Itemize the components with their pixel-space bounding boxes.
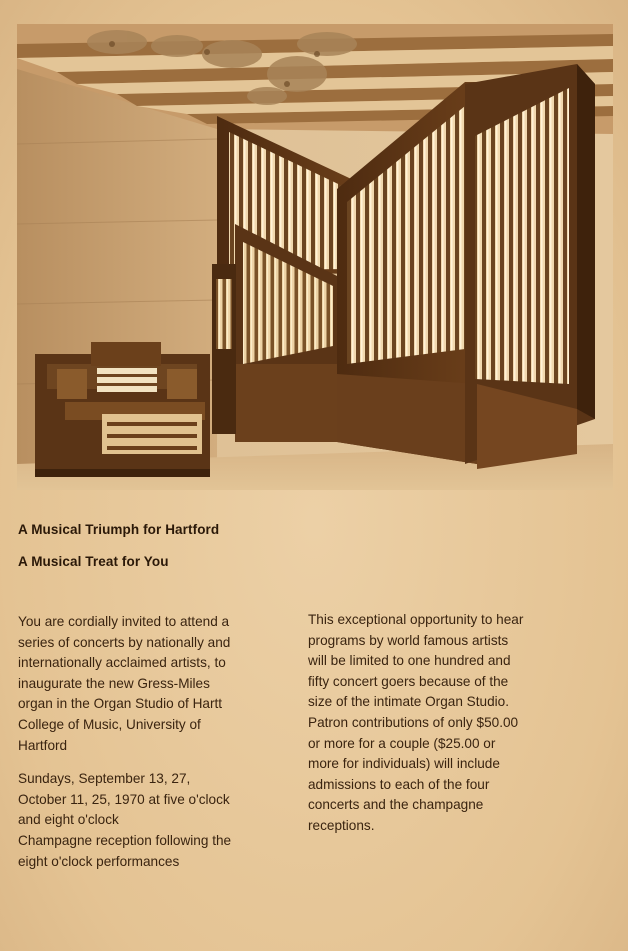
invitation-paragraph — [18, 612, 273, 756]
text-line: Champagne reception following the — [18, 832, 232, 848]
text-line: October 11, 25, 1970 at five o'clock — [18, 791, 230, 807]
text-line: internationally acclaimed artists, to — [18, 655, 226, 671]
text-line: admissions to each of the four — [308, 776, 490, 792]
text-line: size of the intimate Organ Studio. — [308, 694, 509, 710]
text-line: programs by world famous artists — [308, 632, 509, 648]
text-line: Sundays, September 13, 27, — [18, 771, 191, 787]
text-line: College of Music, University of — [18, 716, 201, 732]
text-line: will be limited to one hundred and — [308, 653, 511, 669]
text-line: concerts and the champagne — [308, 797, 484, 813]
text-line: Patron contributions of only $50.00 — [308, 714, 519, 730]
patron-paragraph — [308, 610, 568, 837]
text-line: receptions. — [308, 817, 375, 833]
text-line: You are cordially invited to attend a — [18, 614, 230, 629]
text-line: eight o'clock performances — [18, 853, 180, 869]
text-line: fifty concert goers because of the — [308, 673, 509, 689]
text-line: organ in the Organ Studio of Hartt — [18, 696, 223, 712]
organ-photograph — [17, 24, 613, 490]
headline-treat: A Musical Treat for You — [18, 554, 169, 569]
text-line: more for individuals) will include — [308, 756, 500, 772]
text-line: Hartford — [18, 737, 68, 753]
left-column — [18, 612, 273, 872]
text-line: inaugurate the new Gress-Miles — [18, 675, 210, 691]
right-column — [308, 610, 568, 837]
text-line: or more for a couple ($25.00 or — [308, 735, 496, 751]
text-line: and eight o'clock — [18, 812, 119, 828]
text-line: This exceptional opportunity to hear — [308, 612, 524, 627]
headline-triumph: A Musical Triumph for Hartford — [18, 522, 220, 537]
organ-console — [35, 342, 210, 477]
text-line: series of concerts by nationally and — [18, 634, 231, 650]
schedule-paragraph — [18, 769, 273, 872]
